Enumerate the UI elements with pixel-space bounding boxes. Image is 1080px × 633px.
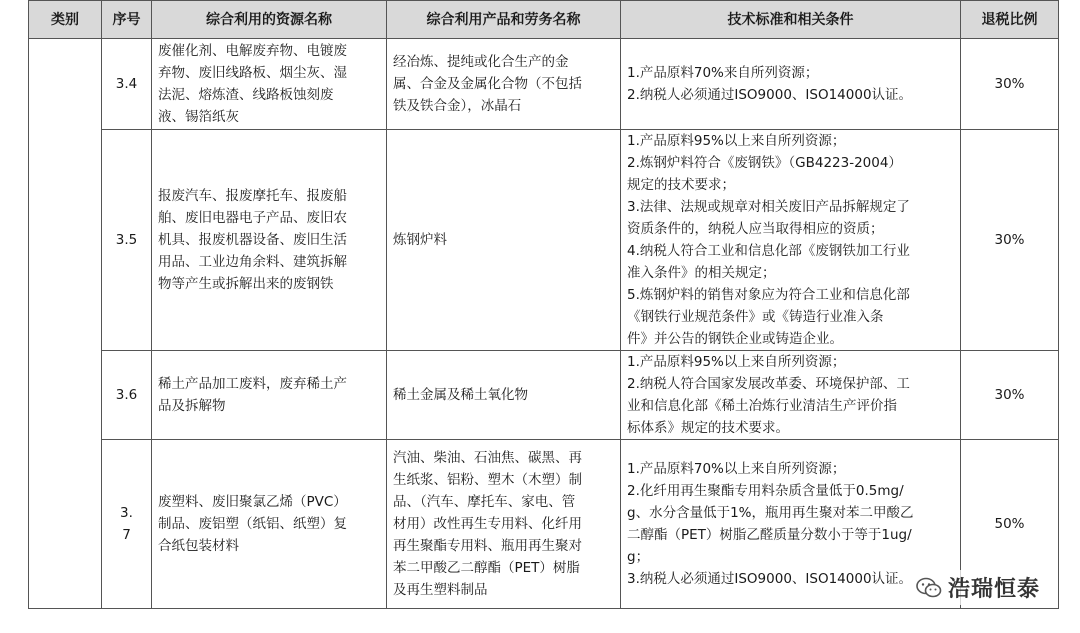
resource-cell: 废催化剂、电解废弃物、电镀废 弃物、废旧线路板、烟尘灰、湿 法泥、熔炼渣、线路板蚀刻废 液、锡箔纸灰 — [152, 39, 387, 130]
condition-line: 3.纳税人必须通过ISO9000、ISO14000认证。 — [627, 571, 913, 587]
ratio-cell: 50% — [961, 440, 1059, 609]
product-cell: 炼钢炉料 — [387, 130, 621, 351]
conditions-cell — [621, 130, 961, 351]
header-category: 类别 — [29, 1, 102, 39]
table-row — [29, 39, 1059, 130]
condition-line: 1.产品原料70%来自所列资源； — [627, 65, 819, 81]
condition-line: 准入条件》的相关规定； — [627, 265, 776, 281]
conditions-cell — [621, 351, 961, 440]
condition-line: 件》并公告的钢铁企业或铸造企业。 — [627, 331, 843, 347]
table-row — [29, 440, 1059, 609]
header-standards: 技术标准和相关条件 — [621, 1, 961, 39]
watermark-text: 浩瑞恒泰 — [947, 577, 1040, 602]
header-refund-ratio: 退税比例 — [961, 1, 1059, 39]
table-row — [29, 130, 1059, 351]
row-number: 3.6 — [102, 351, 152, 440]
header-number: 序号 — [102, 1, 152, 39]
condition-line: 二醇酯（PET）树脂乙醛质量分数小于等于1ug/ — [627, 527, 912, 543]
row-number: 3.5 — [102, 130, 152, 351]
conditions-cell — [621, 440, 961, 609]
condition-line: 《钢铁行业规范条件》或《铸造行业准入条 — [627, 309, 884, 325]
condition-line: 1.产品原料95%以上来自所列资源； — [627, 354, 846, 370]
row-number: 3.4 — [102, 39, 152, 130]
condition-line: 5.炼钢炉料的销售对象应为符合工业和信息化部 — [627, 287, 910, 303]
condition-line: 资质条件的，纳税人应当取得相应的资质； — [627, 221, 884, 237]
row-number: 3. 7 — [102, 440, 152, 609]
header-product-name: 综合利用产品和劳务名称 — [387, 1, 621, 39]
condition-line: 业和信息化部《稀土冶炼行业清洁生产评价指 — [627, 398, 897, 414]
condition-line: 1.产品原料95%以上来自所列资源； — [627, 133, 846, 149]
condition-line: 3.法律、法规或规章对相关废旧产品拆解规定了 — [627, 199, 910, 215]
resource-cell: 稀土产品加工废料，废弃稀土产 品及拆解物 — [152, 351, 387, 440]
product-cell: 经冶炼、提纯或化合生产的金 属、合金及金属化合物（不包括 铁及铁合金），冰晶石 — [387, 39, 621, 130]
table-header-row — [29, 1, 1059, 39]
product-cell: 汽油、柴油、石油焦、碳黑、再 生纸浆、铝粉、塑木（木塑）制 品、（汽车、摩托车、家电、管 材用）改性再生专用料、化纤用 再生聚酯专用料、瓶用再生聚对 苯二甲酸乙二醇酯（PET）树脂 及再生塑料制品 — [387, 440, 621, 609]
ratio-cell: 30% — [961, 351, 1059, 440]
condition-line: 2.炼钢炉料符合《废钢铁》（GB4223-2004） — [627, 155, 902, 171]
condition-line: g； — [627, 549, 650, 565]
condition-line: 标体系》规定的技术要求。 — [627, 420, 789, 436]
ratio-cell: 30% — [961, 39, 1059, 130]
resource-cell: 报废汽车、报废摩托车、报废船 舶、废旧电器电子产品、废旧农 机具、报废机器设备、废旧生活 用品、工业边角余料、建筑拆解 物等产生或拆解出来的废钢铁 — [152, 130, 387, 351]
wechat-icon — [916, 577, 942, 599]
conditions-cell — [621, 39, 961, 130]
condition-line: 2.纳税人符合国家发展改革委、环境保护部、工 — [627, 376, 910, 392]
condition-line: 2.纳税人必须通过ISO9000、ISO14000认证。 — [627, 87, 913, 103]
condition-line: 规定的技术要求； — [627, 177, 735, 193]
condition-line: 1.产品原料70%以上来自所列资源； — [627, 461, 846, 477]
table-row — [29, 351, 1059, 440]
category-cell — [29, 39, 102, 609]
watermark — [912, 570, 1044, 605]
resource-cell: 废塑料、废旧聚氯乙烯（PVC） 制品、废铝塑（纸铝、纸塑）复 合纸包装材料 — [152, 440, 387, 609]
condition-line: g、水分含量低于1%，瓶用再生聚对苯二甲酸乙 — [627, 505, 914, 521]
product-cell: 稀土金属及稀土氧化物 — [387, 351, 621, 440]
header-resource-name: 综合利用的资源名称 — [152, 1, 387, 39]
ratio-cell: 30% — [961, 130, 1059, 351]
condition-line: 2.化纤用再生聚酯专用料杂质含量低于0.5mg/ — [627, 483, 904, 499]
condition-line: 4.纳税人符合工业和信息化部《废钢铁加工行业 — [627, 243, 910, 259]
tax-refund-table — [28, 0, 1059, 609]
